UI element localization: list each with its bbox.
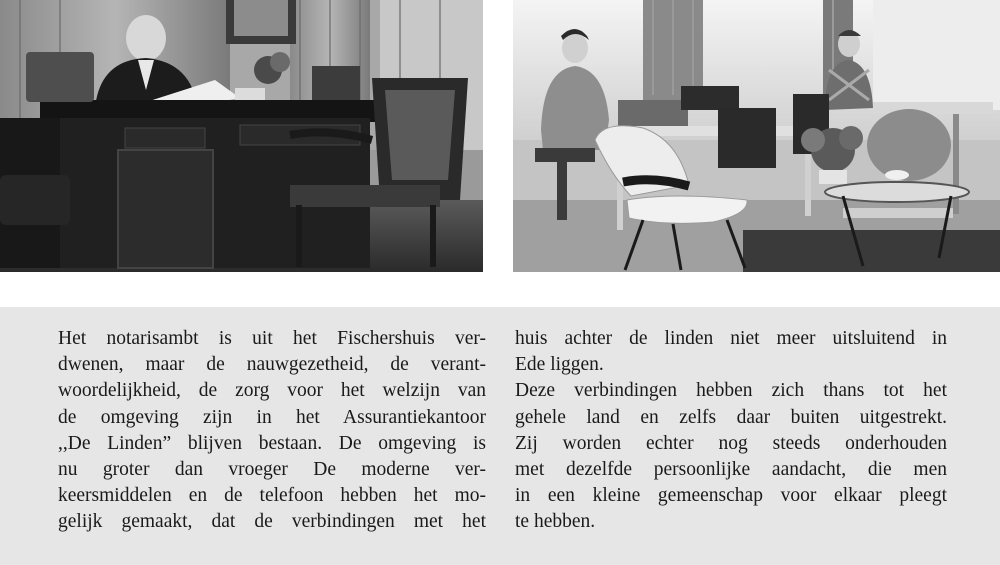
office-secretaries-illustration [513, 0, 1000, 272]
article-line: in een kleine gemeenschap voor elkaar pleegt [515, 485, 947, 507]
article-line: keersmiddelen en de telefoon hebben het mo- [58, 485, 486, 507]
office-secretaries-photo [513, 0, 1000, 272]
caption-panel [0, 307, 1000, 565]
article-line: huis achter de linden niet meer uitsluitend in [515, 328, 947, 349]
article-line: Deze verbindingen hebben zich thans tot het [515, 380, 947, 402]
article-line: dwenen, maar de nauwgezetheid, de verant- [58, 354, 486, 376]
article-line: woordelijkheid, de zorg voor het welzijn van [58, 380, 486, 402]
article-line: de omgeving zijn in het Assurantiekantoor [58, 406, 486, 428]
article-line: met dezelfde persoonlijke aandacht, die men [515, 459, 947, 481]
article-line: gelijk gemaakt, dat de verbindingen met het [58, 511, 486, 533]
office-desk-photo [0, 0, 483, 272]
article-line: nu groter dan vroeger De moderne ver- [58, 459, 486, 481]
article-column-left [58, 326, 486, 536]
article-line: Zij worden echter nog steeds onderhouden [515, 432, 947, 454]
article-column-right [515, 326, 947, 536]
article-line: te hebben. [515, 511, 596, 533]
office-desk-illustration [0, 0, 483, 272]
article-line: Ede liggen. [515, 354, 604, 376]
article-line: gehele land en zelfs daar buiten uitgestrekt. [515, 406, 947, 428]
article-line: Het notarisambt is uit het Fischershuis ver- [58, 328, 486, 349]
article-line: ,,De Linden” blijven bestaan. De omgeving is [58, 432, 486, 454]
